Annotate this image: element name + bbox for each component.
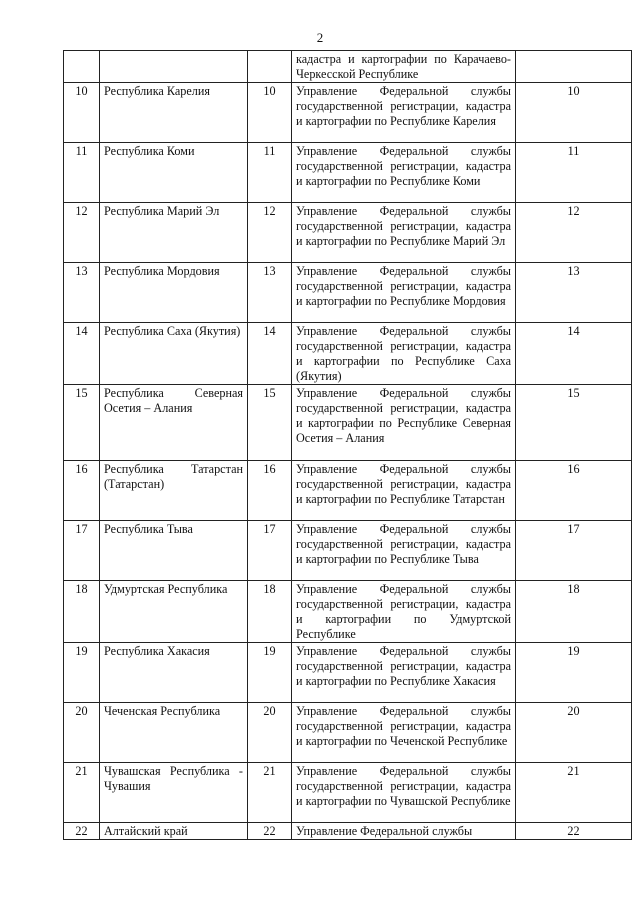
row-number: 19 <box>64 643 100 703</box>
region-code: 17 <box>248 521 292 581</box>
agency-code: 14 <box>516 323 632 385</box>
region-name: Республика Тыва <box>100 521 248 581</box>
row-number: 20 <box>64 703 100 763</box>
table-row <box>64 763 632 823</box>
agency-code <box>516 51 632 83</box>
row-number: 17 <box>64 521 100 581</box>
row-number: 10 <box>64 83 100 143</box>
agency-code: 17 <box>516 521 632 581</box>
region-name: Чеченская Республика <box>100 703 248 763</box>
agency-name: Управление Федеральной службы государственной регистрации, кадастра и картографии по Чувашской Республике <box>292 763 516 823</box>
agency-name: Управление Федеральной службы государственной регистрации, кадастра и картографии по Республике Коми <box>292 143 516 203</box>
agency-code: 10 <box>516 83 632 143</box>
row-number: 12 <box>64 203 100 263</box>
region-code: 22 <box>248 823 292 840</box>
table-row <box>64 823 632 840</box>
register-table <box>63 50 632 840</box>
agency-name: Управление Федеральной службы государственной регистрации, кадастра и картографии по Республике Хакасия <box>292 643 516 703</box>
agency-code: 15 <box>516 385 632 461</box>
region-name: Республика Карелия <box>100 83 248 143</box>
region-name <box>100 51 248 83</box>
agency-name: Управление Федеральной службы государственной регистрации, кадастра и картографии по Республике Карелия <box>292 83 516 143</box>
agency-name: Управление Федеральной службы государственной регистрации, кадастра и картографии по Удмуртской Республике <box>292 581 516 643</box>
row-number: 22 <box>64 823 100 840</box>
agency-name: Управление Федеральной службы государственной регистрации, кадастра и картографии по Республике Татарстан <box>292 461 516 521</box>
table-row <box>64 83 632 143</box>
region-code: 10 <box>248 83 292 143</box>
row-number: 15 <box>64 385 100 461</box>
table-row <box>64 263 632 323</box>
agency-code: 21 <box>516 763 632 823</box>
table-row <box>64 51 632 83</box>
agency-name: Управление Федеральной службы государственной регистрации, кадастра и картографии по Республике Марий Эл <box>292 203 516 263</box>
region-name: Республика Марий Эл <box>100 203 248 263</box>
agency-code: 13 <box>516 263 632 323</box>
agency-code: 16 <box>516 461 632 521</box>
row-number: 11 <box>64 143 100 203</box>
table-row <box>64 203 632 263</box>
agency-name: Управление Федеральной службы <box>292 823 516 840</box>
region-name: Республика Татарстан (Татарстан) <box>100 461 248 521</box>
region-code: 19 <box>248 643 292 703</box>
row-number: 21 <box>64 763 100 823</box>
region-code: 11 <box>248 143 292 203</box>
agency-name: Управление Федеральной службы государственной регистрации, кадастра и картографии по Республике Северная Осетия – Алания <box>292 385 516 461</box>
row-number: 18 <box>64 581 100 643</box>
region-code: 15 <box>248 385 292 461</box>
region-code: 18 <box>248 581 292 643</box>
region-code: 12 <box>248 203 292 263</box>
region-name: Чувашская Республика - Чувашия <box>100 763 248 823</box>
region-code: 21 <box>248 763 292 823</box>
agency-name: кадастра и картографии по Карачаево-Черкесской Республике <box>292 51 516 83</box>
agency-code: 11 <box>516 143 632 203</box>
region-code: 13 <box>248 263 292 323</box>
region-name: Удмуртская Республика <box>100 581 248 643</box>
table-row <box>64 521 632 581</box>
region-code: 16 <box>248 461 292 521</box>
region-name: Республика Хакасия <box>100 643 248 703</box>
agency-code: 20 <box>516 703 632 763</box>
agency-name: Управление Федеральной службы государственной регистрации, кадастра и картографии по Чеченской Республике <box>292 703 516 763</box>
row-number: 13 <box>64 263 100 323</box>
table-row <box>64 385 632 461</box>
region-name: Республика Мордовия <box>100 263 248 323</box>
table-row <box>64 643 632 703</box>
page-number: 2 <box>316 30 324 45</box>
agency-code: 12 <box>516 203 632 263</box>
table-row <box>64 461 632 521</box>
agency-code: 18 <box>516 581 632 643</box>
region-name: Алтайский край <box>100 823 248 840</box>
region-code: 14 <box>248 323 292 385</box>
agency-name: Управление Федеральной службы государственной регистрации, кадастра и картографии по Республике Тыва <box>292 521 516 581</box>
agency-name: Управление Федеральной службы государственной регистрации, кадастра и картографии по Республике Саха (Якутия) <box>292 323 516 385</box>
register-table-body <box>64 51 632 840</box>
table-row <box>64 323 632 385</box>
table-row <box>64 703 632 763</box>
agency-code: 19 <box>516 643 632 703</box>
region-name: Республика Саха (Якутия) <box>100 323 248 385</box>
row-number: 16 <box>64 461 100 521</box>
agency-code: 22 <box>516 823 632 840</box>
row-number: 14 <box>64 323 100 385</box>
region-name: Республика Коми <box>100 143 248 203</box>
region-name: Республика Северная Осетия – Алания <box>100 385 248 461</box>
region-code: 20 <box>248 703 292 763</box>
table-row <box>64 581 632 643</box>
region-code <box>248 51 292 83</box>
table-row <box>64 143 632 203</box>
row-number <box>64 51 100 83</box>
agency-name: Управление Федеральной службы государственной регистрации, кадастра и картографии по Республике Мордовия <box>292 263 516 323</box>
